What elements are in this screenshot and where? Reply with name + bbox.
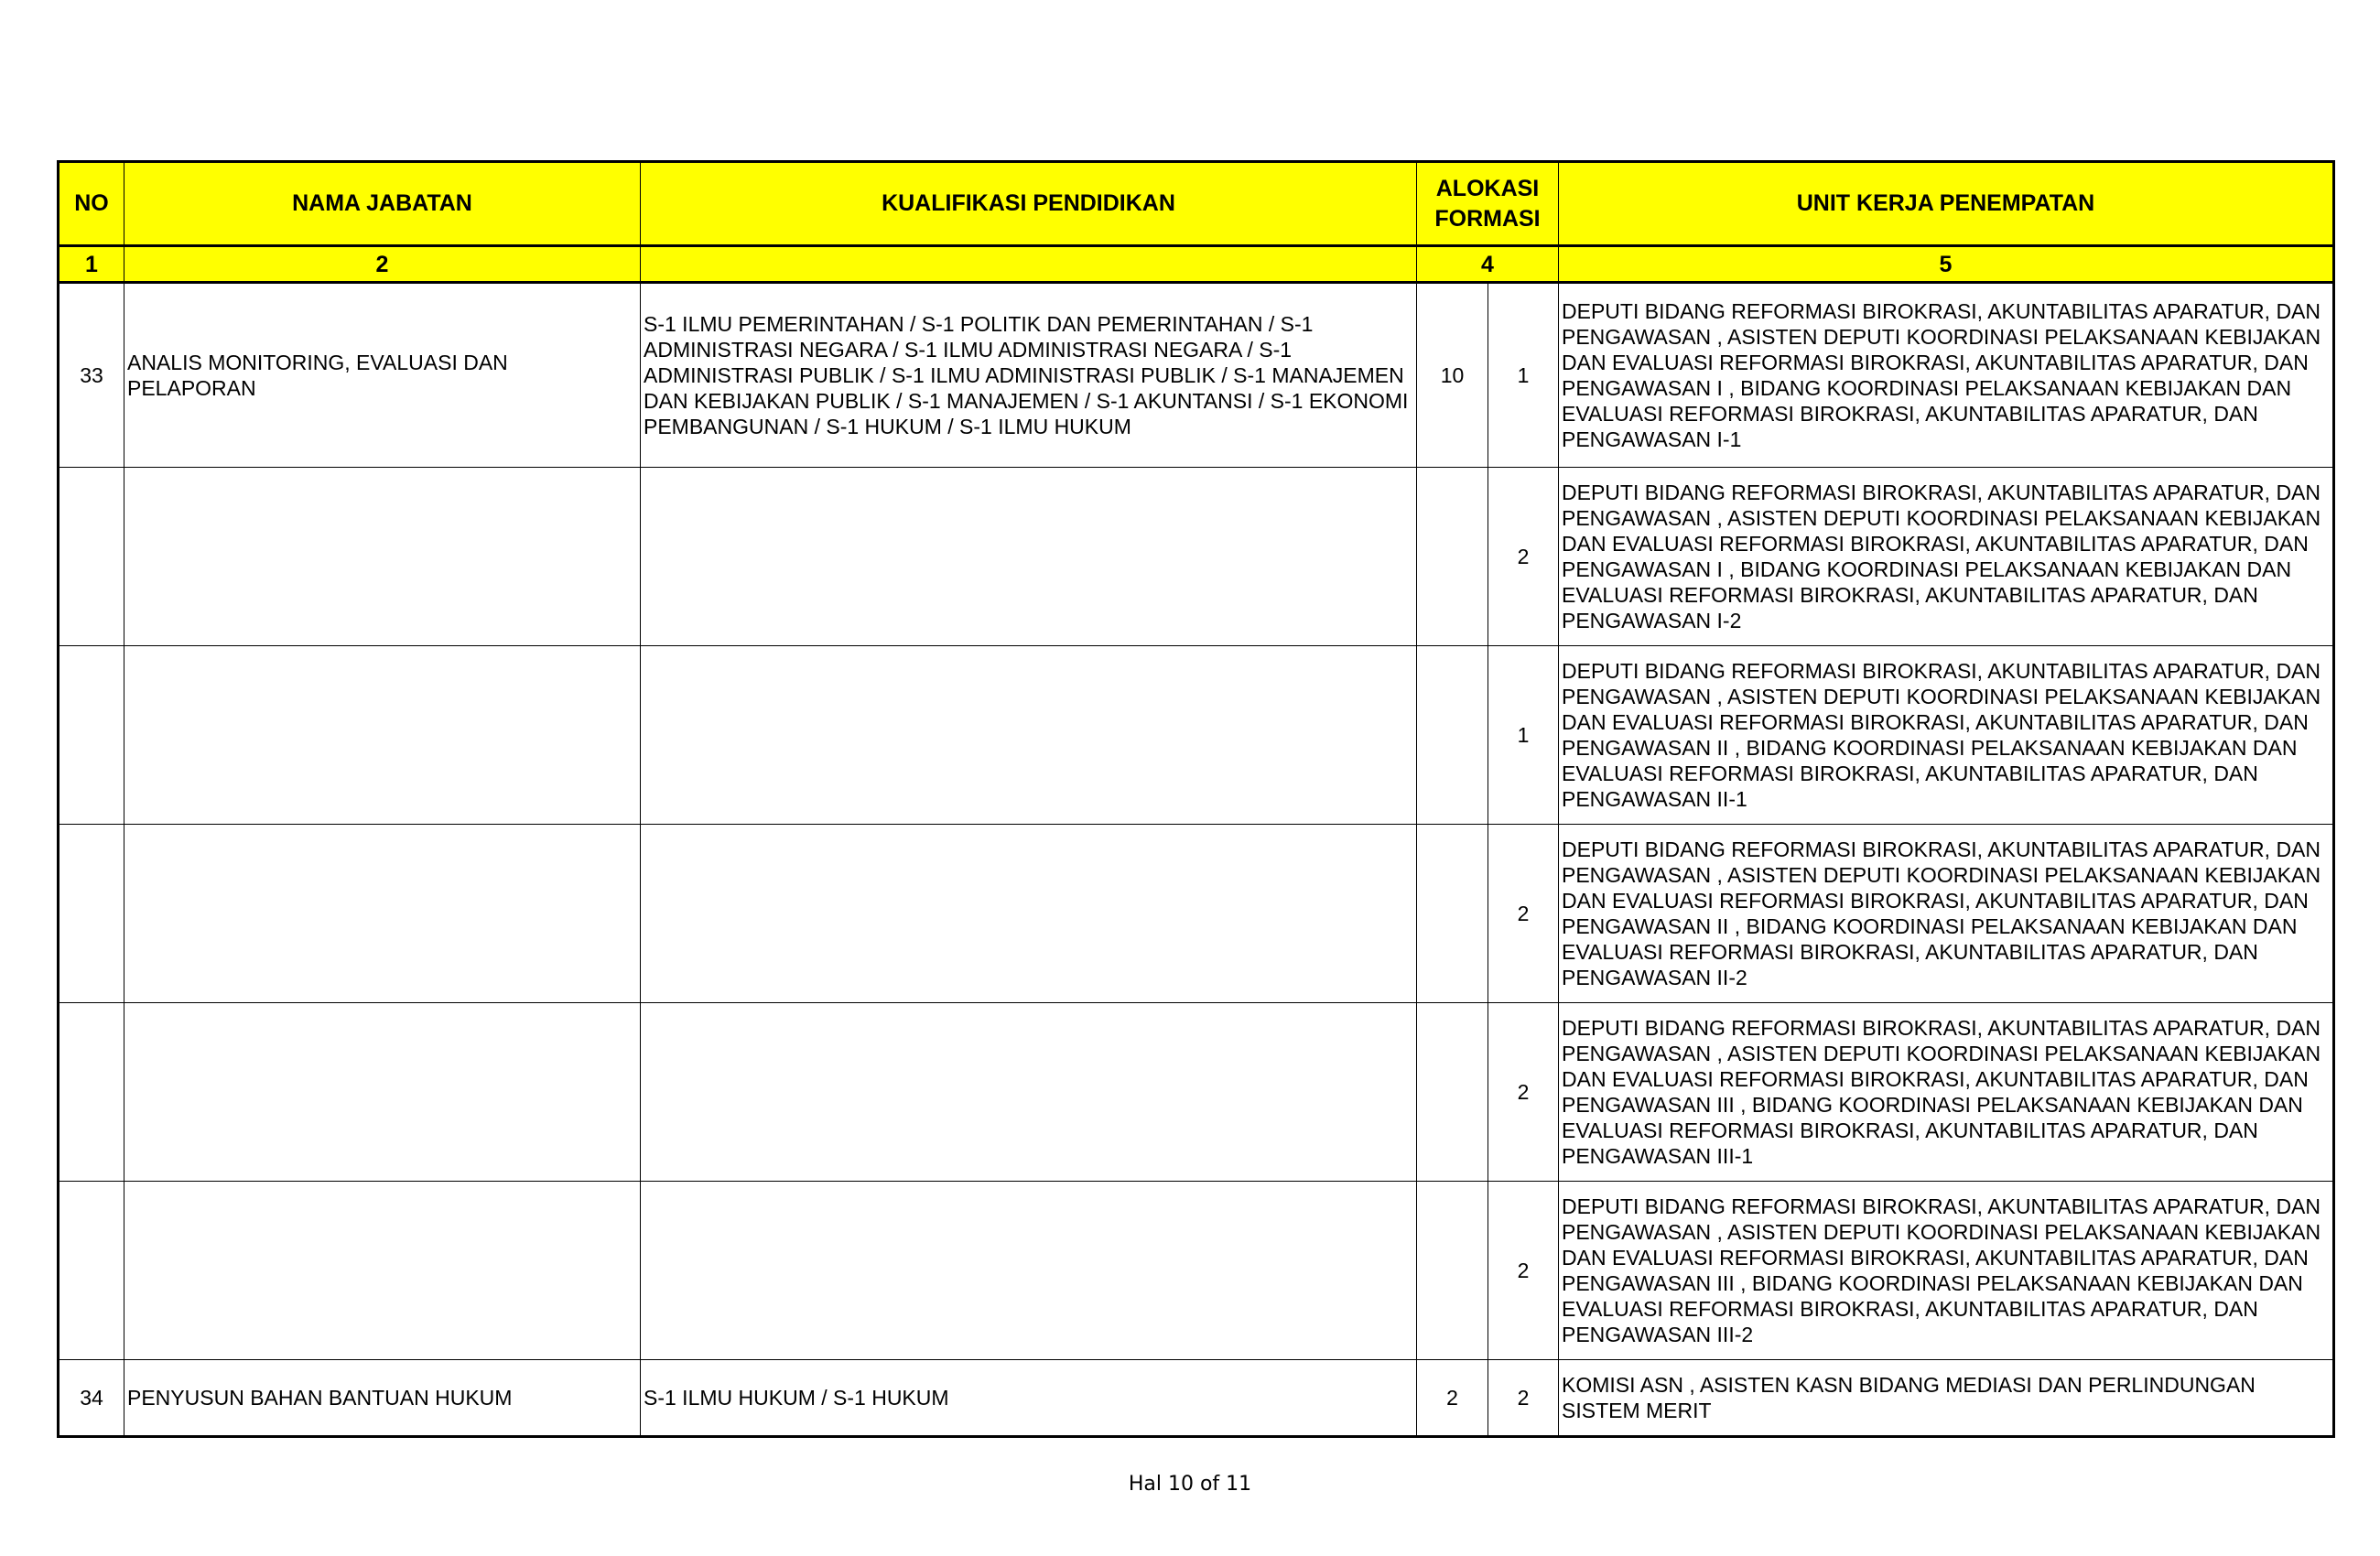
cell-alokasi: 1 <box>1488 646 1559 825</box>
cell-unit-kerja: DEPUTI BIDANG REFORMASI BIROKRASI, AKUNTABILITAS APARATUR, DAN PENGAWASAN , ASISTEN DEPUTI KOORDINASI PELAKSANAAN KEBIJAKAN DAN EVALUASI REFORMASI BIROKRASI, AKUNTABILITAS APARATUR, DAN PENGAWASAN III , BIDANG KOORDINASI PELAKSANAAN KEBIJAKAN DAN EVALUASI REFORMASI BIROKRASI, AKUNTABILITAS APARATUR, DAN PENGAWASAN III-2 <box>1559 1182 2334 1360</box>
cell-jabatan <box>124 646 641 825</box>
formasi-table <box>57 160 2335 1438</box>
cell-alokasi: 2 <box>1488 468 1559 646</box>
cell-total-formasi: 10 <box>1417 283 1488 468</box>
index-col-4: 4 <box>1417 246 1559 283</box>
cell-unit-kerja: DEPUTI BIDANG REFORMASI BIROKRASI, AKUNTABILITAS APARATUR, DAN PENGAWASAN , ASISTEN DEPUTI KOORDINASI PELAKSANAAN KEBIJAKAN DAN EVALUASI REFORMASI BIROKRASI, AKUNTABILITAS APARATUR, DAN PENGAWASAN III , BIDANG KOORDINASI PELAKSANAAN KEBIJAKAN DAN EVALUASI REFORMASI BIROKRASI, AKUNTABILITAS APARATUR, DAN PENGAWASAN III-1 <box>1559 1003 2334 1182</box>
cell-kualifikasi <box>641 646 1417 825</box>
table-row <box>59 1360 2334 1437</box>
cell-no <box>59 468 124 646</box>
cell-no <box>59 1182 124 1360</box>
header-alokasi-formasi <box>1417 162 1559 246</box>
header-kualifikasi: KUALIFIKASI PENDIDIKAN <box>641 162 1417 246</box>
cell-alokasi: 2 <box>1488 1003 1559 1182</box>
cell-kualifikasi: S-1 ILMU PEMERINTAHAN / S-1 POLITIK DAN PEMERINTAHAN / S-1 ADMINISTRASI NEGARA / S-1 ILMU ADMINISTRASI NEGARA / S-1 ADMINISTRASI PUBLIK / S-1 ILMU ADMINISTRASI PUBLIK / S-1 MANAJEMEN DAN KEBIJAKAN PUBLIK / S-1 MANAJEMEN / S-1 AKUNTANSI / S-1 EKONOMI PEMBANGUNAN / S-1 HUKUM / S-1 ILMU HUKUM <box>641 283 1417 468</box>
cell-kualifikasi <box>641 1182 1417 1360</box>
header-no: NO <box>59 162 124 246</box>
cell-total-formasi <box>1417 646 1488 825</box>
table-row <box>59 646 2334 825</box>
cell-jabatan <box>124 825 641 1003</box>
header-nama-jabatan: NAMA JABATAN <box>124 162 641 246</box>
cell-unit-kerja: DEPUTI BIDANG REFORMASI BIROKRASI, AKUNTABILITAS APARATUR, DAN PENGAWASAN , ASISTEN DEPUTI KOORDINASI PELAKSANAAN KEBIJAKAN DAN EVALUASI REFORMASI BIROKRASI, AKUNTABILITAS APARATUR, DAN PENGAWASAN I , BIDANG KOORDINASI PELAKSANAAN KEBIJAKAN DAN EVALUASI REFORMASI BIROKRASI, AKUNTABILITAS APARATUR, DAN PENGAWASAN I-2 <box>1559 468 2334 646</box>
cell-jabatan <box>124 1182 641 1360</box>
cell-unit-kerja: DEPUTI BIDANG REFORMASI BIROKRASI, AKUNTABILITAS APARATUR, DAN PENGAWASAN , ASISTEN DEPUTI KOORDINASI PELAKSANAAN KEBIJAKAN DAN EVALUASI REFORMASI BIROKRASI, AKUNTABILITAS APARATUR, DAN PENGAWASAN II , BIDANG KOORDINASI PELAKSANAAN KEBIJAKAN DAN EVALUASI REFORMASI BIROKRASI, AKUNTABILITAS APARATUR, DAN PENGAWASAN II-2 <box>1559 825 2334 1003</box>
cell-kualifikasi <box>641 1003 1417 1182</box>
table-row <box>59 1003 2334 1182</box>
cell-no: 34 <box>59 1360 124 1437</box>
table-header-row <box>59 162 2334 246</box>
column-index-row <box>59 246 2334 283</box>
cell-total-formasi <box>1417 1182 1488 1360</box>
cell-total-formasi: 2 <box>1417 1360 1488 1437</box>
cell-unit-kerja: DEPUTI BIDANG REFORMASI BIROKRASI, AKUNTABILITAS APARATUR, DAN PENGAWASAN , ASISTEN DEPUTI KOORDINASI PELAKSANAAN KEBIJAKAN DAN EVALUASI REFORMASI BIROKRASI, AKUNTABILITAS APARATUR, DAN PENGAWASAN II , BIDANG KOORDINASI PELAKSANAAN KEBIJAKAN DAN EVALUASI REFORMASI BIROKRASI, AKUNTABILITAS APARATUR, DAN PENGAWASAN II-1 <box>1559 646 2334 825</box>
cell-kualifikasi: S-1 ILMU HUKUM / S-1 HUKUM <box>641 1360 1417 1437</box>
header-unit-kerja: UNIT KERJA PENEMPATAN <box>1559 162 2334 246</box>
cell-total-formasi <box>1417 468 1488 646</box>
cell-unit-kerja: DEPUTI BIDANG REFORMASI BIROKRASI, AKUNTABILITAS APARATUR, DAN PENGAWASAN , ASISTEN DEPUTI KOORDINASI PELAKSANAAN KEBIJAKAN DAN EVALUASI REFORMASI BIROKRASI, AKUNTABILITAS APARATUR, DAN PENGAWASAN I , BIDANG KOORDINASI PELAKSANAAN KEBIJAKAN DAN EVALUASI REFORMASI BIROKRASI, AKUNTABILITAS APARATUR, DAN PENGAWASAN I-1 <box>1559 283 2334 468</box>
table-row <box>59 825 2334 1003</box>
cell-no <box>59 825 124 1003</box>
cell-alokasi: 2 <box>1488 825 1559 1003</box>
cell-alokasi: 1 <box>1488 283 1559 468</box>
cell-no: 33 <box>59 283 124 468</box>
cell-kualifikasi <box>641 825 1417 1003</box>
cell-kualifikasi <box>641 468 1417 646</box>
page-number: Hal 10 of 11 <box>1128 1473 1252 1496</box>
header-alokasi-line1: ALOKASI <box>1435 175 1540 201</box>
cell-unit-kerja: KOMISI ASN , ASISTEN KASN BIDANG MEDIASI DAN PERLINDUNGAN SISTEM MERIT <box>1559 1360 2334 1437</box>
cell-total-formasi <box>1417 825 1488 1003</box>
cell-alokasi: 2 <box>1488 1360 1559 1437</box>
table-row <box>59 283 2334 468</box>
cell-no <box>59 646 124 825</box>
index-col-5: 5 <box>1559 246 2334 283</box>
cell-total-formasi <box>1417 1003 1488 1182</box>
cell-jabatan <box>124 1003 641 1182</box>
cell-jabatan: PENYUSUN BAHAN BANTUAN HUKUM <box>124 1360 641 1437</box>
cell-jabatan: ANALIS MONITORING, EVALUASI DAN PELAPORAN <box>124 283 641 468</box>
table-row <box>59 1182 2334 1360</box>
cell-alokasi: 2 <box>1488 1182 1559 1360</box>
header-alokasi-line2: FORMASI <box>1434 205 1541 232</box>
table-row <box>59 468 2334 646</box>
cell-no <box>59 1003 124 1182</box>
index-col-1: 1 <box>59 246 124 283</box>
cell-jabatan <box>124 468 641 646</box>
index-col-2: 2 <box>124 246 641 283</box>
index-col-3 <box>641 246 1417 283</box>
